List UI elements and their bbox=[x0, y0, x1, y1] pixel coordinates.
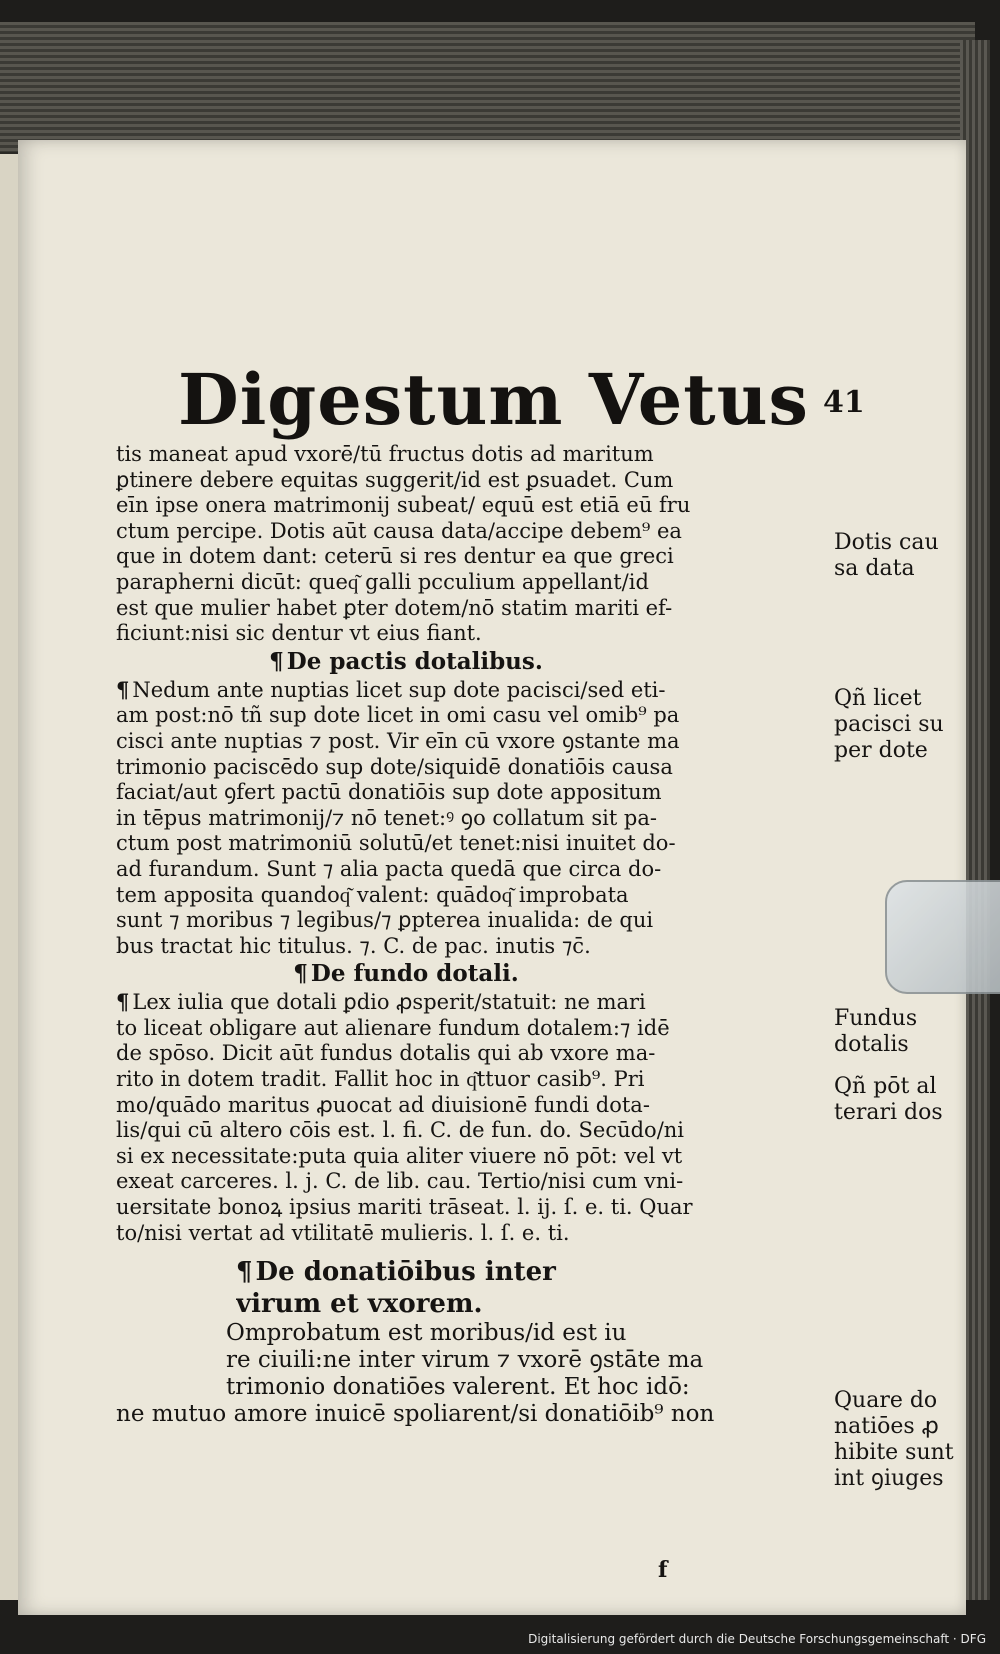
rubric-text: De pactis dotalibus. bbox=[286, 647, 543, 675]
text-line: est que mulier habet ꝑter dotem/nō statim mariti ef- bbox=[116, 595, 673, 620]
text-line: re ciuili:ne inter virum ⁊ vxorē ꝯstāte ma bbox=[226, 1347, 704, 1374]
text-line: que in dotem dant: ceterū si res dentur ea que greci bbox=[116, 544, 674, 569]
text-line: rito in dotem tradit. Fallit hoc in q͂ttuor casib⁹. Pri bbox=[116, 1067, 645, 1092]
note-line: Qñ pōt al bbox=[834, 1074, 937, 1099]
rubric-de-pactis bbox=[76, 647, 736, 677]
text-line: to liceat obligare aut alienare fundum dotalem:⁊ idē bbox=[116, 1015, 670, 1040]
pilcrow-icon: ¶ bbox=[116, 676, 130, 702]
text-line: trimonio donatiōes valerent. Et hoc idō: bbox=[226, 1374, 690, 1401]
paragraph-dotis bbox=[116, 442, 736, 647]
margin-note-quare-donationes bbox=[834, 1388, 954, 1492]
running-head: Digestum Vetus bbox=[178, 358, 809, 441]
text-line bbox=[236, 1256, 736, 1288]
text-line-content: De donatiōibus inter bbox=[255, 1257, 556, 1288]
paragraph-donationibus bbox=[116, 1320, 736, 1428]
rubric-de-donationibus bbox=[236, 1256, 736, 1320]
note-line: dotalis bbox=[834, 1032, 909, 1057]
text-line: trimonio paciscēdo sup dote/siquidē donatiōis causa bbox=[116, 754, 673, 779]
text-line: exeat carceres. l. j. C. de lib. cau. Tertio/nisi cum vni- bbox=[116, 1169, 684, 1194]
note-line: Qñ licet bbox=[834, 686, 922, 711]
text-line-content: Lex iulia que dotali ꝑdio ꝓsperit/statuit: ne mari bbox=[132, 990, 646, 1015]
note-line: per dote bbox=[834, 738, 928, 763]
rubric-de-fundo bbox=[76, 959, 736, 989]
pilcrow-icon: ¶ bbox=[236, 1257, 253, 1288]
note-line: sa data bbox=[834, 556, 915, 581]
text-line: am post:nō tñ sup dote licet in omi casu vel omib⁹ pa bbox=[116, 703, 680, 728]
note-line: Quare do bbox=[834, 1388, 938, 1413]
margin-note-qn-pot bbox=[834, 1074, 943, 1126]
text-line bbox=[116, 677, 736, 704]
note-line: int̄ ꝯiuges bbox=[834, 1466, 944, 1491]
catchword: f bbox=[658, 1557, 668, 1583]
text-line bbox=[116, 989, 736, 1016]
book-top-edge bbox=[0, 22, 975, 154]
text-line: Omprobatum est moribus/id est iu bbox=[226, 1320, 627, 1347]
text-line: virum et vxorem. bbox=[236, 1289, 483, 1320]
text-line: faciat/aut ꝯfert pactū donatiōis sup dote appositum bbox=[116, 780, 662, 805]
note-line: natiōes ꝓ bbox=[834, 1414, 939, 1439]
note-line: Fundus bbox=[834, 1006, 918, 1031]
text-line: ne mutuo amore inuicē spoliarent/si donatiōib⁹ non bbox=[116, 1401, 715, 1428]
note-line: Dotis cau bbox=[834, 530, 939, 555]
page-clip bbox=[885, 880, 1000, 994]
note-line: hibite sunt bbox=[834, 1440, 954, 1465]
text-line: ꝑtinere debere equitas suggerit/id est ꝑsuadet. Cum bbox=[116, 467, 674, 492]
text-line: sunt ⁊ moribus ⁊ legibus/⁊ ꝑpterea inualida: de qui bbox=[116, 908, 654, 933]
text-line-content: Nedum ante nuptias licet sup dote pacisci/sed eti- bbox=[132, 677, 666, 702]
text-line: ctum percipe. Dotis aūt causa data/accipe debem⁹ ea bbox=[116, 518, 682, 543]
folio-number: 41 bbox=[823, 385, 865, 420]
paragraph-pactis bbox=[116, 677, 736, 960]
text-line: eīn ipse onera matrimonij subeat/ equū est etiā eū fru bbox=[116, 493, 691, 518]
text-line: mo/quādo maritus ꝓuocat ad diuisionē fundi dota- bbox=[116, 1092, 650, 1117]
text-line: tem apposita quandoq͂ valent: quādoq͂ improbata bbox=[116, 882, 629, 907]
book-page bbox=[18, 140, 966, 1615]
pilcrow-icon: ¶ bbox=[116, 989, 130, 1015]
note-line: terari dos bbox=[834, 1100, 943, 1125]
text-line: cisci ante nuptias ⁊ post. Vir eīn cū vxore ꝯstante ma bbox=[116, 728, 680, 753]
text-line: parapherni dicūt: queq͂ galli pcculium appellant/id bbox=[116, 569, 649, 594]
text-line: ficiunt:nisi sic dentur vt eius fiant. bbox=[116, 621, 482, 646]
paragraph-fundo bbox=[116, 989, 736, 1246]
pilcrow-icon: ¶ bbox=[293, 960, 308, 988]
text-line: lis/qui cū altero cōis est. l. fi. C. de fun. do. Secūdo/ni bbox=[116, 1118, 685, 1143]
margin-note-dotis-causa bbox=[834, 530, 939, 582]
margin-note-qn-licet bbox=[834, 686, 944, 764]
rubric-text: De fundo dotali. bbox=[310, 960, 519, 988]
footer-credit: Digitalisierung gefördert durch die Deutsche Forschungsgemeinschaft · DFG bbox=[524, 1630, 990, 1648]
pilcrow-icon: ¶ bbox=[269, 647, 284, 675]
text-line: tis maneat apud vxorē/tū fructus dotis ad maritum bbox=[116, 442, 654, 466]
text-line: in tēpus matrimonij/⁊ nō tenet:ꝰ ꝯo collatum sit pa- bbox=[116, 805, 657, 830]
text-line: bus tractat hic titulus. ⁊. C. de pac. inutis ⁊c̄. bbox=[116, 933, 591, 958]
text-line: si ex necessitate:puta quia aliter viuere nō pōt: vel vt bbox=[116, 1143, 683, 1168]
text-line: ctum post matrimoniū solutū/et tenet:nisi inuitet d̄o- bbox=[116, 831, 676, 856]
text-line: to/nisi vertat ad vtilitatē mulieris. l. ſ. e. ti. bbox=[116, 1220, 570, 1245]
text-line: ad furandum. Sunt ⁊ alia pacta quedā que circa do- bbox=[116, 856, 662, 881]
text-line: uersitate bonoꝝ ipsius mariti trāseat. l. ij. ſ. e. ti. Quar bbox=[116, 1195, 693, 1220]
note-line: pacisci su bbox=[834, 712, 944, 737]
text-line: de spōso. Dicit aūt fundus dotalis qui ab vxore ma- bbox=[116, 1041, 656, 1066]
margin-note-fundus-dotalis bbox=[834, 1006, 917, 1058]
main-text bbox=[116, 442, 954, 1491]
